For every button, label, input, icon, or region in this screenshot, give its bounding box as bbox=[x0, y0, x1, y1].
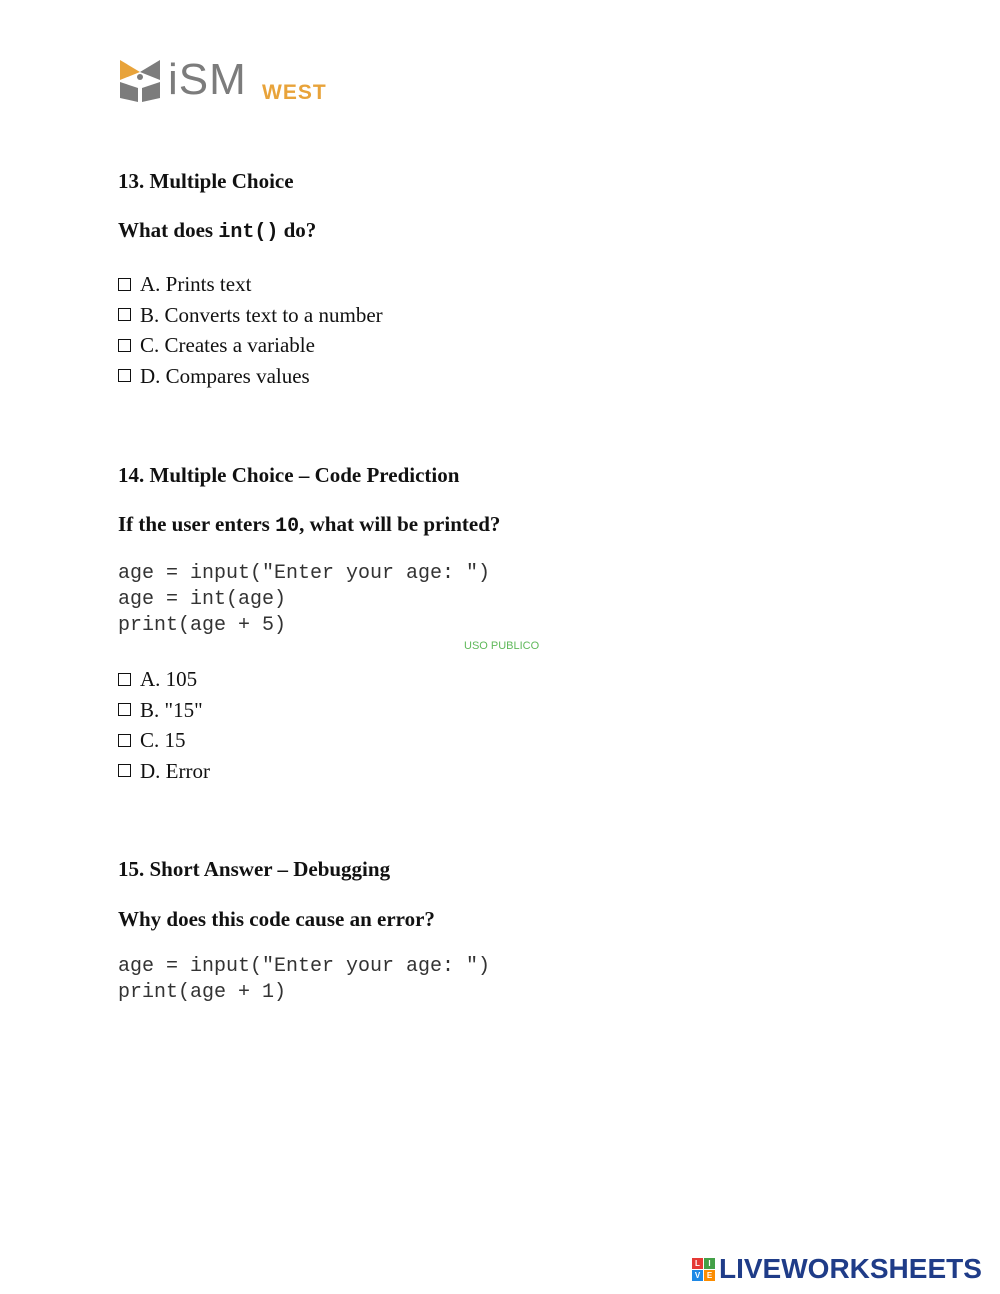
option-label: A. 105 bbox=[140, 667, 198, 691]
q14-option-a[interactable] bbox=[118, 664, 210, 695]
q15-heading: 15. Short Answer – Debugging bbox=[118, 857, 391, 881]
q13-prompt-after: do? bbox=[278, 218, 317, 242]
q13-prompt-before: What does bbox=[118, 218, 219, 242]
checkbox-icon[interactable] bbox=[118, 278, 131, 291]
q14-prompt-code: 10 bbox=[275, 515, 300, 538]
brand-grid-v: V bbox=[692, 1270, 703, 1281]
logo-subtitle: WEST bbox=[262, 81, 327, 104]
q14-heading: 14. Multiple Choice – Code Prediction bbox=[118, 463, 460, 487]
brand-grid-l: L bbox=[692, 1258, 703, 1269]
q13-prompt-code: int() bbox=[218, 221, 279, 244]
q14-prompt bbox=[118, 511, 500, 540]
q13-prompt bbox=[118, 217, 316, 246]
ism-logo-mark-icon bbox=[118, 58, 162, 102]
option-label: D. Error bbox=[140, 758, 210, 783]
checkbox-icon[interactable] bbox=[118, 703, 131, 716]
option-label: C. 15 bbox=[140, 728, 186, 752]
q14-option-c[interactable] bbox=[118, 725, 210, 756]
brand-grid-i: I bbox=[704, 1258, 715, 1269]
checkbox-icon[interactable] bbox=[118, 369, 131, 382]
option-label: D. Compares values bbox=[140, 363, 310, 388]
q13-option-c[interactable] bbox=[118, 330, 383, 361]
q13-option-b[interactable] bbox=[118, 300, 383, 331]
checkbox-icon[interactable] bbox=[118, 734, 131, 747]
option-label: C. Creates a variable bbox=[140, 333, 315, 357]
q14-options bbox=[118, 664, 210, 786]
liveworksheets-brand bbox=[692, 1254, 982, 1284]
option-label: A. Prints text bbox=[140, 272, 252, 296]
option-label: B. Converts text to a number bbox=[140, 302, 383, 327]
logo-wordmark: iSM bbox=[168, 55, 247, 104]
brand-grid-e: E bbox=[704, 1270, 715, 1281]
q15-code-block: age = input("Enter your age: ") print(age + 1) bbox=[118, 955, 491, 1004]
q14-prompt-after: , what will be printed? bbox=[299, 512, 501, 536]
q14-code-block: age = input("Enter your age: ") age = int(age) print(age + 5) bbox=[118, 562, 491, 637]
q13-heading: 13. Multiple Choice bbox=[118, 169, 294, 193]
checkbox-icon[interactable] bbox=[118, 308, 131, 321]
q13-options bbox=[118, 269, 383, 391]
q13-option-a[interactable] bbox=[118, 269, 383, 300]
q14-prompt-before: If the user enters bbox=[118, 512, 276, 536]
q13-option-d[interactable] bbox=[118, 361, 383, 392]
q14-option-b[interactable] bbox=[118, 695, 210, 726]
option-label: B. "15" bbox=[140, 697, 203, 722]
watermark-label: USO PUBLICO bbox=[464, 640, 540, 652]
brand-wordmark: LIVEWORKSHEETS bbox=[719, 1253, 982, 1284]
liveworksheets-logo-icon bbox=[692, 1258, 715, 1281]
checkbox-icon[interactable] bbox=[118, 339, 131, 352]
q15-prompt: Why does this code cause an error? bbox=[118, 907, 435, 931]
checkbox-icon[interactable] bbox=[118, 764, 131, 777]
checkbox-icon[interactable] bbox=[118, 673, 131, 686]
q14-option-d[interactable] bbox=[118, 756, 210, 787]
ism-west-logo bbox=[118, 55, 338, 106]
